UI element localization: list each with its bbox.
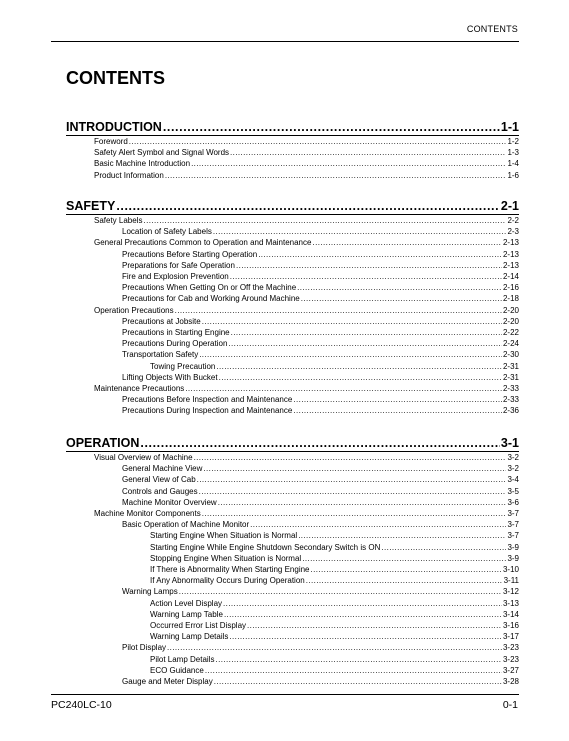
- entry-page: 2-20: [502, 305, 519, 315]
- entry-title: Machine Monitor Components: [94, 509, 201, 518]
- entry-title: Visual Overview of Machine: [94, 453, 193, 462]
- entry-page: 2-13: [502, 238, 519, 248]
- toc-entry[interactable]: [150, 543, 519, 553]
- entry-title: If Any Abnormality Occurs During Operation: [150, 576, 305, 586]
- entry-page: 3-6: [507, 497, 519, 507]
- entry-page: 3-5: [507, 486, 519, 496]
- entry-page: 2-18: [502, 294, 519, 304]
- entry-title: Precautions When Getting On or Off the Machine: [122, 283, 297, 293]
- entry-title: Basic Operation of Machine Monitor: [122, 520, 250, 530]
- entry-title: Pilot Display: [122, 643, 167, 653]
- entry-page: 3-9: [507, 553, 519, 563]
- entry-title: Product Information: [94, 170, 164, 180]
- dot-leader: [185, 384, 502, 394]
- dot-leader: [231, 328, 502, 338]
- entry-page: 3-2: [507, 453, 519, 462]
- toc-section-heading[interactable]: [66, 436, 519, 450]
- entry-title: Precautions in Starting Engine: [122, 328, 230, 337]
- entry-title: Precautions Before Inspection and Maintenance: [122, 395, 293, 405]
- entry-page: 2-31: [502, 361, 519, 371]
- dot-leader: [199, 487, 507, 497]
- toc-entry[interactable]: [150, 666, 519, 676]
- entry-page: 3-27: [502, 665, 519, 675]
- dot-leader: [236, 261, 502, 271]
- dot-leader: [129, 137, 507, 147]
- dot-leader: [213, 227, 507, 237]
- entry-page: 2-31: [502, 372, 519, 382]
- toc-entry[interactable]: [122, 272, 519, 282]
- toc-entry[interactable]: [94, 453, 519, 463]
- entry-page: 3-28: [502, 677, 519, 686]
- entry-page: 2-30: [502, 350, 519, 360]
- toc-section-heading[interactable]: [66, 199, 519, 213]
- entry-title: Safety Alert Symbol and Signal Words: [94, 148, 230, 158]
- toc-entry[interactable]: [150, 554, 519, 564]
- dot-leader: [202, 317, 502, 327]
- model-number: PC240LC-10: [51, 699, 112, 711]
- dot-leader: [197, 475, 507, 485]
- dot-leader: [229, 632, 502, 642]
- entry-page: 3-12: [502, 587, 519, 597]
- toc-entry[interactable]: [122, 373, 519, 383]
- toc-entry[interactable]: [122, 643, 519, 653]
- dot-leader: [218, 498, 507, 508]
- entry-title: Warning Lamp Table: [150, 609, 223, 619]
- section-page: 2-1: [500, 199, 519, 213]
- entry-title: General Machine View: [122, 464, 203, 474]
- entry-page: 3-4: [507, 475, 519, 485]
- entry-title: Precautions Before Starting Operation: [122, 249, 258, 259]
- entry-page: 2-14: [502, 272, 519, 281]
- dot-leader: [297, 283, 502, 293]
- entry-page: 3-13: [502, 598, 519, 608]
- toc-entry[interactable]: [150, 362, 519, 372]
- toc-entry[interactable]: [122, 487, 519, 497]
- entry-title: Preparations for Safe Operation: [122, 260, 235, 270]
- toc-entry[interactable]: [122, 520, 519, 530]
- dot-leader: [258, 250, 502, 260]
- footer-rule: [51, 694, 519, 695]
- toc-entry[interactable]: [122, 464, 519, 474]
- dot-leader: [306, 576, 503, 586]
- dot-leader: [194, 453, 507, 463]
- entry-title: Location of Safety Labels: [122, 227, 212, 237]
- toc-entry[interactable]: [150, 610, 519, 620]
- toc-entry[interactable]: [94, 159, 519, 169]
- entry-title: Towing Precaution: [150, 361, 216, 371]
- toc-entry[interactable]: [122, 677, 519, 687]
- entry-title: Occurred Error List Display: [150, 621, 247, 630]
- entry-title: Starting Engine When Situation is Normal: [150, 531, 298, 541]
- page-title: CONTENTS: [66, 68, 165, 88]
- entry-title: Precautions for Cab and Working Around Machine: [122, 294, 300, 304]
- section-rule: [66, 451, 519, 452]
- dot-leader: [293, 395, 502, 405]
- entry-page: 3-7: [507, 509, 519, 518]
- toc-section-heading[interactable]: [66, 120, 519, 134]
- entry-page: 2-22: [502, 328, 519, 337]
- entry-title: Transportation Safety: [122, 350, 199, 360]
- dot-leader: [230, 148, 506, 158]
- entry-page: 2-2: [507, 216, 519, 225]
- toc-entry[interactable]: [150, 599, 519, 609]
- entry-page: 3-14: [502, 609, 519, 619]
- toc-entry[interactable]: [150, 565, 519, 575]
- entry-page: 3-7: [507, 520, 519, 530]
- dot-leader: [247, 621, 502, 631]
- toc-entry[interactable]: [94, 148, 519, 158]
- entry-page: 3-17: [502, 632, 519, 642]
- running-header: CONTENTS: [466, 24, 518, 34]
- dot-leader: [312, 238, 502, 248]
- header-rule: [51, 41, 519, 42]
- entry-title: Action Level Display: [150, 598, 223, 608]
- dot-leader: [165, 171, 507, 181]
- entry-title: Controls and Gauges: [122, 486, 198, 496]
- dot-leader: [116, 199, 500, 213]
- entry-page: 2-33: [502, 395, 519, 405]
- dot-leader: [228, 339, 502, 349]
- toc-entry[interactable]: [94, 384, 519, 394]
- toc-entry[interactable]: [122, 294, 519, 304]
- toc-entry[interactable]: [150, 531, 519, 541]
- entry-page: 2-13: [502, 260, 519, 270]
- section-title: INTRODUCTION: [66, 120, 162, 134]
- entry-title: Stopping Engine When Situation is Normal: [150, 553, 302, 563]
- toc-entry[interactable]: [94, 171, 519, 181]
- toc-entry[interactable]: [94, 238, 519, 248]
- entry-title: Gauge and Meter Display: [122, 677, 213, 686]
- dot-leader: [167, 643, 502, 653]
- page-number: 0-1: [502, 699, 518, 711]
- entry-page: 3-23: [502, 654, 519, 664]
- dot-leader: [381, 543, 506, 553]
- toc-entry[interactable]: [150, 655, 519, 665]
- entry-title: Basic Machine Introduction: [94, 159, 191, 169]
- entry-page: 2-36: [502, 406, 519, 416]
- dot-leader: [250, 520, 506, 530]
- toc-entry[interactable]: [122, 339, 519, 349]
- entry-title: Safety Labels: [94, 216, 143, 225]
- dot-leader: [203, 464, 506, 474]
- dot-leader: [199, 350, 502, 360]
- section-rule: [66, 214, 519, 215]
- dot-leader: [293, 406, 502, 416]
- toc-entry[interactable]: [122, 350, 519, 360]
- toc-entry[interactable]: [122, 227, 519, 237]
- toc-entry[interactable]: [150, 632, 519, 642]
- toc-entry[interactable]: [150, 621, 519, 631]
- dot-leader: [223, 599, 502, 609]
- toc-entry[interactable]: [122, 261, 519, 271]
- entry-title: Foreword: [94, 137, 128, 146]
- dot-leader: [205, 666, 502, 676]
- entry-page: 3-2: [507, 464, 519, 474]
- entry-title: If There is Abnormality When Starting Engine: [150, 565, 310, 574]
- dot-leader: [175, 306, 502, 316]
- dot-leader: [216, 362, 502, 372]
- dot-leader: [163, 120, 500, 134]
- toc-entry[interactable]: [122, 587, 519, 597]
- toc-entry[interactable]: [122, 250, 519, 260]
- entry-title: Operation Precautions: [94, 305, 174, 315]
- entry-title: Pilot Lamp Details: [150, 654, 215, 664]
- dot-leader: [311, 565, 502, 575]
- entry-title: Precautions During Operation: [122, 339, 228, 349]
- entry-page: 3-7: [507, 531, 519, 541]
- entry-page: 1-4: [507, 159, 519, 169]
- entry-page: 3-9: [507, 542, 519, 552]
- dot-leader: [219, 373, 502, 383]
- entry-page: 2-24: [502, 339, 519, 349]
- toc-entry[interactable]: [94, 509, 519, 519]
- entry-page: 2-3: [507, 227, 519, 237]
- dot-leader: [224, 610, 502, 620]
- dot-leader: [298, 531, 506, 541]
- section-title: SAFETY: [66, 199, 116, 213]
- entry-title: ECO Guidance: [150, 665, 204, 675]
- entry-page: 2-33: [502, 384, 519, 393]
- toc-entry[interactable]: [122, 395, 519, 405]
- toc-entry[interactable]: [150, 576, 519, 586]
- section-page: 1-1: [500, 120, 519, 134]
- dot-leader: [215, 655, 502, 665]
- entry-title: Precautions at Jobsite: [122, 316, 201, 326]
- toc-entry[interactable]: [122, 475, 519, 485]
- entry-title: Lifting Objects With Bucket: [122, 372, 218, 382]
- entry-title: Machine Monitor Overview: [122, 497, 217, 507]
- toc-entry[interactable]: [94, 137, 519, 147]
- section-page: 3-1: [500, 436, 519, 450]
- dot-leader: [202, 509, 507, 519]
- section-title: OPERATION: [66, 436, 140, 450]
- toc-entry[interactable]: [122, 498, 519, 508]
- dot-leader: [140, 436, 500, 450]
- dot-leader: [230, 272, 502, 282]
- toc-entry[interactable]: [94, 306, 519, 316]
- entry-page: 2-13: [502, 249, 519, 259]
- toc-entry[interactable]: [122, 283, 519, 293]
- entry-page: 1-3: [507, 148, 519, 158]
- entry-page: 2-20: [502, 316, 519, 326]
- entry-title: Starting Engine While Engine Shutdown Secondary Switch is ON: [150, 542, 381, 552]
- dot-leader: [191, 159, 506, 169]
- entry-title: Maintenance Precautions: [94, 384, 185, 393]
- entry-title: Precautions During Inspection and Maintenance: [122, 406, 293, 416]
- toc-entry[interactable]: [122, 328, 519, 338]
- section-rule: [66, 135, 519, 136]
- entry-title: Warning Lamps: [122, 587, 178, 597]
- entry-page: 3-10: [502, 565, 519, 574]
- entry-page: 2-16: [502, 283, 519, 293]
- dot-leader: [301, 294, 502, 304]
- entry-page: 3-23: [502, 643, 519, 653]
- toc-entry[interactable]: [122, 317, 519, 327]
- dot-leader: [143, 216, 506, 226]
- entry-page: 1-6: [507, 170, 519, 180]
- dot-leader: [214, 677, 502, 687]
- entry-title: General Precautions Common to Operation and Maintenance: [94, 238, 312, 248]
- toc-entry[interactable]: [94, 216, 519, 226]
- toc-entry[interactable]: [122, 406, 519, 416]
- dot-leader: [302, 554, 506, 564]
- entry-page: 1-2: [507, 137, 519, 146]
- dot-leader: [179, 587, 502, 597]
- entry-page: 3-11: [503, 576, 519, 586]
- entry-title: Warning Lamp Details: [150, 632, 229, 642]
- entry-title: General View of Cab: [122, 475, 196, 485]
- entry-title: Fire and Explosion Prevention: [122, 272, 229, 281]
- entry-page: 3-16: [502, 621, 519, 630]
